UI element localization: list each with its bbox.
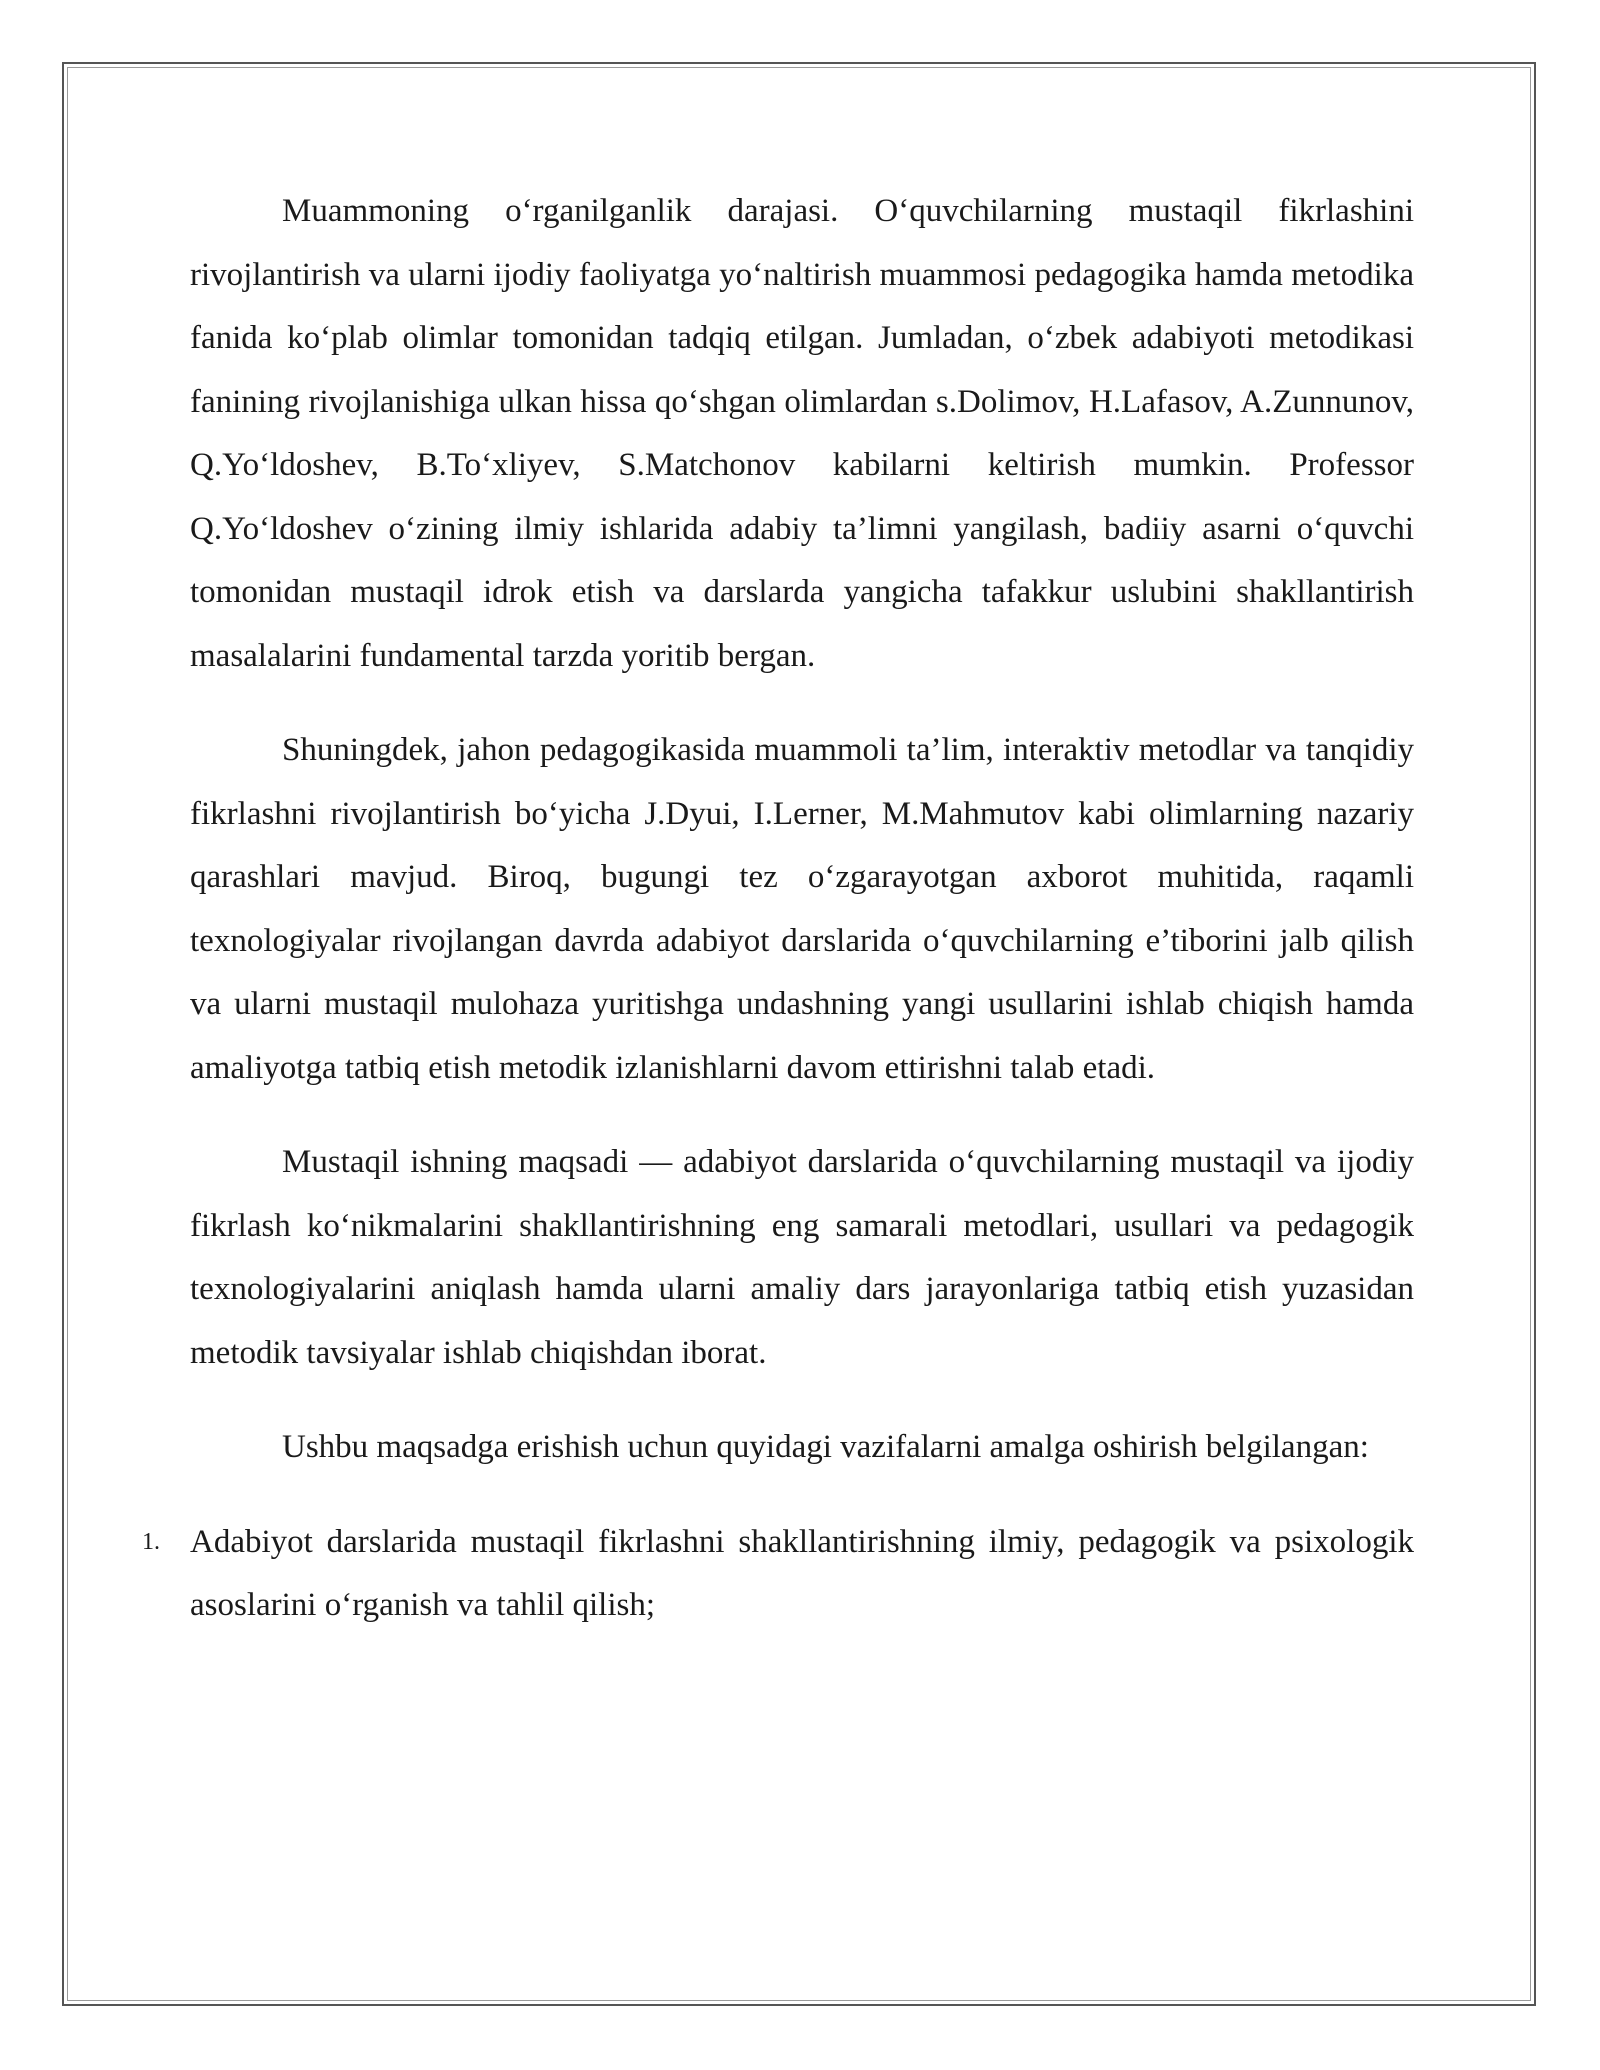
paragraph-world-pedagogy: Shuningdek, jahon pedagogikasida muammoli ta’lim, interaktiv metodlar va tanqidiy fikrlashni rivojlantirish bo‘yicha J.Dyui, I.Lerner, M.Mahmutov kabi olimlarning nazariy qarashlari mavjud. Biroq, bugungi tez o‘zgarayotgan axborot muhitida, raqamli texnologiyalar rivojlangan davrda adabiyot darslarida o‘quvchilarning e’tiborini jalb qilish va ularni mustaqil mulohaza yuritishga undashning yangi usullarini ishlab chiqish hamda amaliyotga tatbiq etish metodik izlanishlarni davom ettirishni talab etadi. bbox=[190, 732, 1414, 1086]
paragraph-research-level: Muammoning o‘rganilganlik darajasi. O‘quvchilarning mustaqil fikrlashini rivojlantirish va ularni ijodiy faoliyatga yo‘naltirish muammosi pedagogika hamda metodika fanida ko‘plab olimlar tomonidan tadqiq etilgan. Jumladan, o‘zbek adabiyoti metodikasi fanining rivojlanishiga ulkan hissa qo‘shgan olimlardan s.Dolimov, H.Lafasov, A.Zunnunov, Q.Yo‘ldoshev, B.To‘xliyev, S.Matchonov kabilarni keltirish mumkin. Professor Q.Yo‘ldoshev o‘zining ilmiy ishlarida adabiy ta’limni yangilash, badiiy asarni o‘quvchi tomonidan mustaqil idrok etish va darslarda yangicha tafakkur uslubini shakllantirish masalalarini fundamental tarzda yoritib bergan. bbox=[190, 193, 1414, 674]
list-item-number: 1. bbox=[142, 1528, 160, 1555]
list-item-text: Adabiyot darslarida mustaqil fikrlashni shakllantirishning ilmiy, pedagogik va psixologik asoslarini o‘rganish va tahlil qilish; bbox=[190, 1523, 1414, 1623]
paragraph-tasks-intro: Ushbu maqsadga erishish uchun quyidagi vazifalarni amalga oshirish belgilangan: bbox=[282, 1429, 1369, 1465]
list-item bbox=[142, 1511, 1414, 1638]
document-body bbox=[142, 180, 1414, 1638]
paragraph-goal: Mustaqil ishning maqsadi — adabiyot darslarida o‘quvchilarning mustaqil va ijodiy fikrlash ko‘nikmalarini shakllantirishning eng samarali metodlari, usullari va pedagogik texnologiyalarini aniqlash hamda ularni amaliy dars jarayonlariga tatbiq etish yuzasidan metodik tavsiyalar ishlab chiqishdan iborat. bbox=[190, 1144, 1414, 1371]
